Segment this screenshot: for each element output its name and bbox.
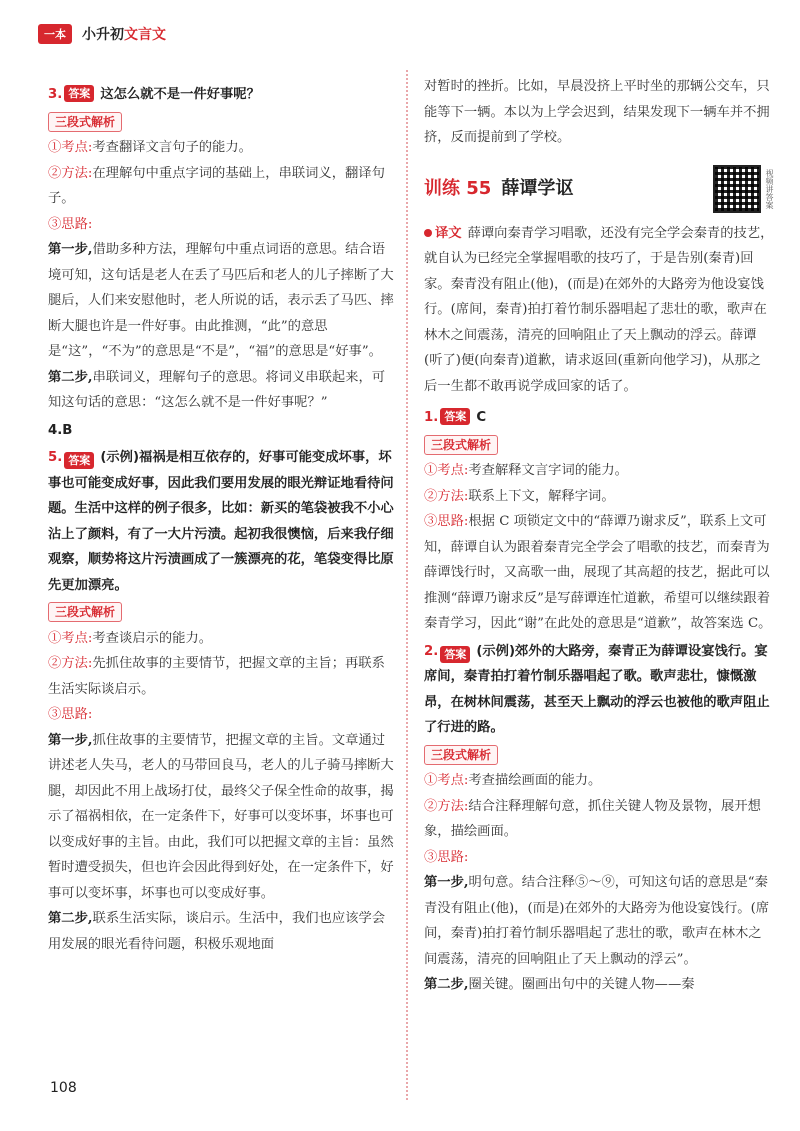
qr-code-icon[interactable] — [713, 165, 761, 213]
step-2: 第二步,联系生活实际，谈启示。生活中，我们也应该学会用发展的眼光看待问题，积极乐观地面 — [48, 911, 386, 952]
answer-3: 3. 答案 这怎么就不是一件好事呢？ — [48, 87, 260, 102]
analysis-badge: 三段式解析 — [424, 435, 498, 455]
kaodian: ①考点:考查描绘画面的能力。 — [424, 773, 602, 788]
series-title: 小升初文言文 — [82, 27, 166, 43]
brand-logo: 一本 — [38, 24, 72, 44]
answer-2: 2. 答案 (示例)郊外的大路旁，秦青正为薛谭设宴饯行。宴席间，秦青拍打着竹制乐器唱起了歌。歌声悲壮，慷慨激昂，在树林间震荡，甚至天上飘动的浮云也被他的歌声阻止了行进的路。 — [424, 643, 770, 735]
answer-tag: 答案 — [440, 646, 470, 663]
analysis-badge: 三段式解析 — [48, 602, 122, 622]
analysis-badge: 三段式解析 — [48, 112, 122, 132]
step-1: 第一步,明句意。结合注释⑤～⑨，可知这句话的意思是“秦青没有阻止(他)，(而是)在郊外的大路旁为他设宴饯行。(席间，秦青)拍打着竹制乐器唱起了悲壮的歌，歌声在林木之间震荡，清亮的回响阻止了天上飘动的浮云”。 — [424, 875, 770, 967]
silu: ③思路: — [48, 707, 93, 722]
analysis-badge: 三段式解析 — [424, 745, 498, 765]
training-title: 训练 55 薛谭学讴 视频讲答案 — [424, 165, 774, 213]
answer-4: 4.B — [48, 422, 73, 438]
answer-tag: 答案 — [440, 408, 470, 425]
silu: ③思路: — [48, 216, 93, 232]
silu: ③思路:根据 C 项锁定文中的“薛谭乃谢求反”，联系上文可知，薛谭自认为跟着秦青完全学会了唱歌的技艺，而秦青为薛谭饯行时，又高歌一曲，展现了其高超的技艺，据此可以推测“薛谭乃谢求反”是写薛谭连忙道歉，希望可以继续跟着秦青学习，因此“谢”在此处的意思是“道歉”，故答案选 C。 — [424, 514, 772, 631]
column-divider — [406, 70, 408, 1100]
answer-tag: 答案 — [64, 85, 94, 102]
page-number: 108 — [50, 1080, 77, 1096]
answer-tag: 答案 — [64, 452, 94, 469]
step-2: 第二步,圈关键。圈画出句中的关键人物——秦 — [424, 977, 695, 992]
fangfa: ②方法:结合注释理解句意，抓住关键人物及景物，展开想象，描绘画面。 — [424, 798, 761, 839]
left-column — [48, 80, 398, 957]
bullet-icon — [424, 229, 432, 237]
fangfa: ②方法:联系上下文，解释字词。 — [424, 488, 615, 504]
kaodian: ①考点:考查谈启示的能力。 — [48, 630, 213, 646]
fangfa: ②方法:在理解句中重点字词的基础上，串联词义，翻译句子。 — [48, 165, 385, 206]
step-1: 第一步,抓住故事的主要情节，把握文章的主旨。文章通过讲述老人失马，老人的马带回良马，老人的儿子骑马摔断大腿，却因此不用上战场打仗，最终父子保全性命的故事，揭示了福祸相依，在一定条件下，好事可以变坏事，坏事也可以变成好事的主旨。由此，我们可以把握文章的主旨：虽然暂时遭受损失，但也许会因此得到好处，在一定条件下，好事可以变坏事，坏事也可以变成好事。 — [48, 732, 394, 901]
kaodian: ①考点:考查翻译文言句子的能力。 — [48, 140, 252, 155]
continued-text: 对暂时的挫折。比如，早晨没挤上平时坐的那辆公交车，只能等下一辆。本以为上学会迟到，结果发现下一辆车并不拥挤，反而提前到了学校。 — [424, 79, 770, 145]
kaodian: ①考点:考查解释文言字词的能力。 — [424, 463, 628, 478]
answer-5: 5. 答案 (示例)福祸是相互依存的，好事可能变成坏事，坏事也可能变成好事，因此我们要用发展的眼光辩证地看待问题。生活中这样的例子很多，比如：新买的笔袋被我不小心沾上了颜料，有了一大片污渍。起初我很懊恼，后来我仔细观察，顺势将这片污渍画成了一簇漂亮的花，笔袋变得比原先更加漂亮。 — [48, 450, 394, 593]
silu: ③思路: — [424, 849, 469, 865]
translation: 译文 薛谭向秦青学习唱歌，还没有完全学会秦青的技艺，就自认为已经完全掌握唱歌的技巧了，于是告别(秦青)回家。秦青没有阻止(他)，(而是)在郊外的大路旁为他设宴饯行。(席间，秦青)拍打着竹制乐器唱起了悲壮的歌，歌声在林木之间震荡，清亮的回响阻止了天上飘动的浮云。薛谭(听了)便(向秦青)道歉，请求返回(重新向他学习)，从那之后一生都不敢再说学成回家的话了。 — [424, 225, 774, 394]
step-2: 第二步,串联词义，理解句子的意思。将词义串联起来，可知这句话的意思：“这怎么就不是一件好事呢？” — [48, 369, 386, 410]
page-header — [38, 24, 166, 44]
answer-1: 1. 答案 C — [424, 410, 487, 425]
fangfa: ②方法:先抓住故事的主要情节，把握文章的主旨；再联系生活实际谈启示。 — [48, 656, 385, 697]
qr-label: 视频讲答案 — [765, 168, 774, 209]
right-column — [424, 74, 774, 998]
step-1: 第一步,借助多种方法，理解句中重点词语的意思。结合语境可知，这句话是老人在丢了马匹后和老人的儿子摔断了大腿后，人们来安慰他时，老人所说的话，表示丢了马匹、摔断大腿也许是一件好事。由此推测，“此”的意思是“这”，“不为”的意思是“不是”，“福”的意思是“好事”。 — [48, 242, 394, 359]
